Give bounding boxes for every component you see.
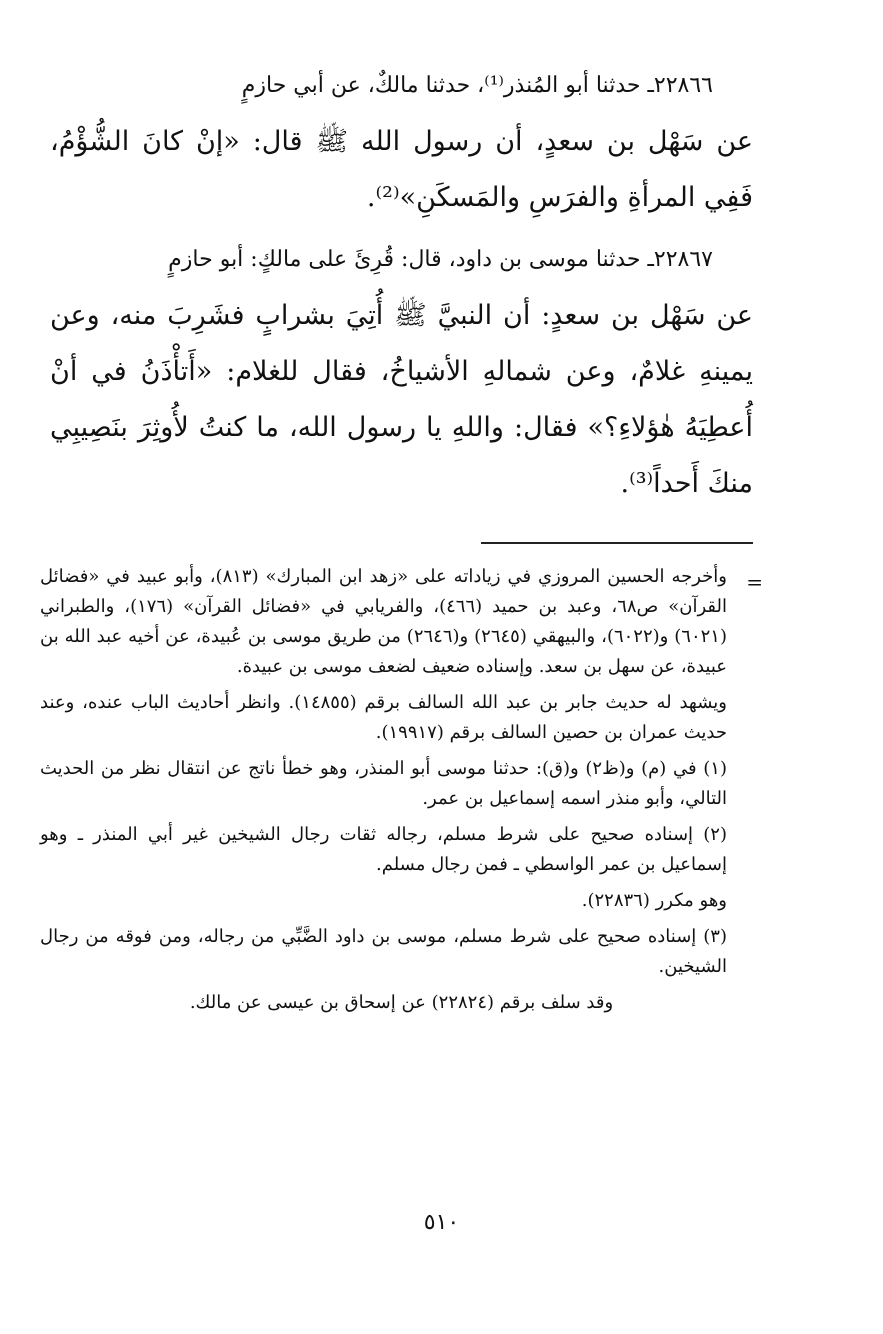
hadith-header: ٢٢٨٦٦ـ حدثنا أبو المُنذر⁽¹⁾، حدثنا مالكٌ، عن أبي حازمٍ (241, 73, 713, 98)
footnote-1: (١) في (م) و(ظ٢) و(ق): حدثنا موسى أبو المنذر، وهو خطأ ناتج عن انتقال نظر من الحديث التالي، وأبو منذر اسمه إسماعيل بن عمر. (40, 758, 727, 809)
hadith-22866 (50, 58, 753, 226)
footnote-2: (٢) إسناده صحيح على شرط مسلم، رجاله ثقات رجال الشيخين غير أبي المنذر ـ وهو إسماعيل بن عمر الواسطي ـ فمن رجال مسلم. (40, 824, 727, 875)
hadith-22867 (50, 232, 753, 512)
footnote-3: (٣) إسناده صحيح على شرط مسلم، موسى بن داود الضَّبِّي من رجاله، ومن فوقه من رجال الشيخين. (40, 926, 727, 977)
footnotes (40, 562, 763, 1024)
footnote-paragraph: وأخرجه الحسين المروزي في زياداته على «زهد ابن المبارك» (٨١٣)، وأبو عبيد في «فضائل القرآن» ص٦٨، وعبد بن حميد (٤٦٦)، والفريابي في «فضائل القرآن» (١٧٦)، والطبراني (٦٠٢١) و(٦٠٢٢)، والبيهقي (٢٦٤٥) و(٢٦٤٦) من طريق موسى بن عُبيدة، عن أخيه عبد الله بن عبيدة، عن سهل بن سعد. وإسناده ضعيف لضعف موسى بن عبيدة. (40, 566, 728, 677)
hadith-text: عن سَهْل بن سعدٍ، أن رسول الله ﷺ قال: «إنْ كانَ الشُّؤْمُ، فَفِي المرأةِ والفرَسِ والمَسكَنِ»⁽²⁾. (50, 126, 753, 213)
continuation-mark: = (746, 570, 763, 594)
footnote-paragraph: وهو مكرر (٢٢٨٣٦). (581, 890, 727, 911)
footnote-paragraph: ويشهد له حديث جابر بن عبد الله السالف برقم (١٤٨٥٥). وانظر أحاديث الباب عنده، وعند حديث عمران بن حصين السالف برقم (١٩٩١٧). (40, 692, 727, 743)
page-number: ٥١٠ (423, 1210, 460, 1235)
footnote-paragraph: وقد سلف برقم (٢٢٨٢٤) عن إسحاق بن عيسى عن مالك. (189, 992, 614, 1013)
hadith-text: عن سَهْل بن سعدٍ: أن النبيَّ ﷺ أُتِيَ بشرابٍ فشَرِبَ منه، وعن يمينهِ غلامٌ، وعن شمالهِ الأشياخُ، فقال للغلام: «أَتأْذَنُ في أنْ أُعطِيَهُ هٰؤلاءِ؟» فقال: واللهِ يا رسول الله، ما كنتُ لأُوثِرَ بنَصِيبِي منكَ أَحداً⁽³⁾. (50, 300, 753, 499)
hadith-header: ٢٢٨٦٧ـ حدثنا موسى بن داود، قال: قُرِئَ على مالكٍ: أبو حازمٍ (168, 247, 713, 272)
footnote-divider (481, 542, 753, 544)
